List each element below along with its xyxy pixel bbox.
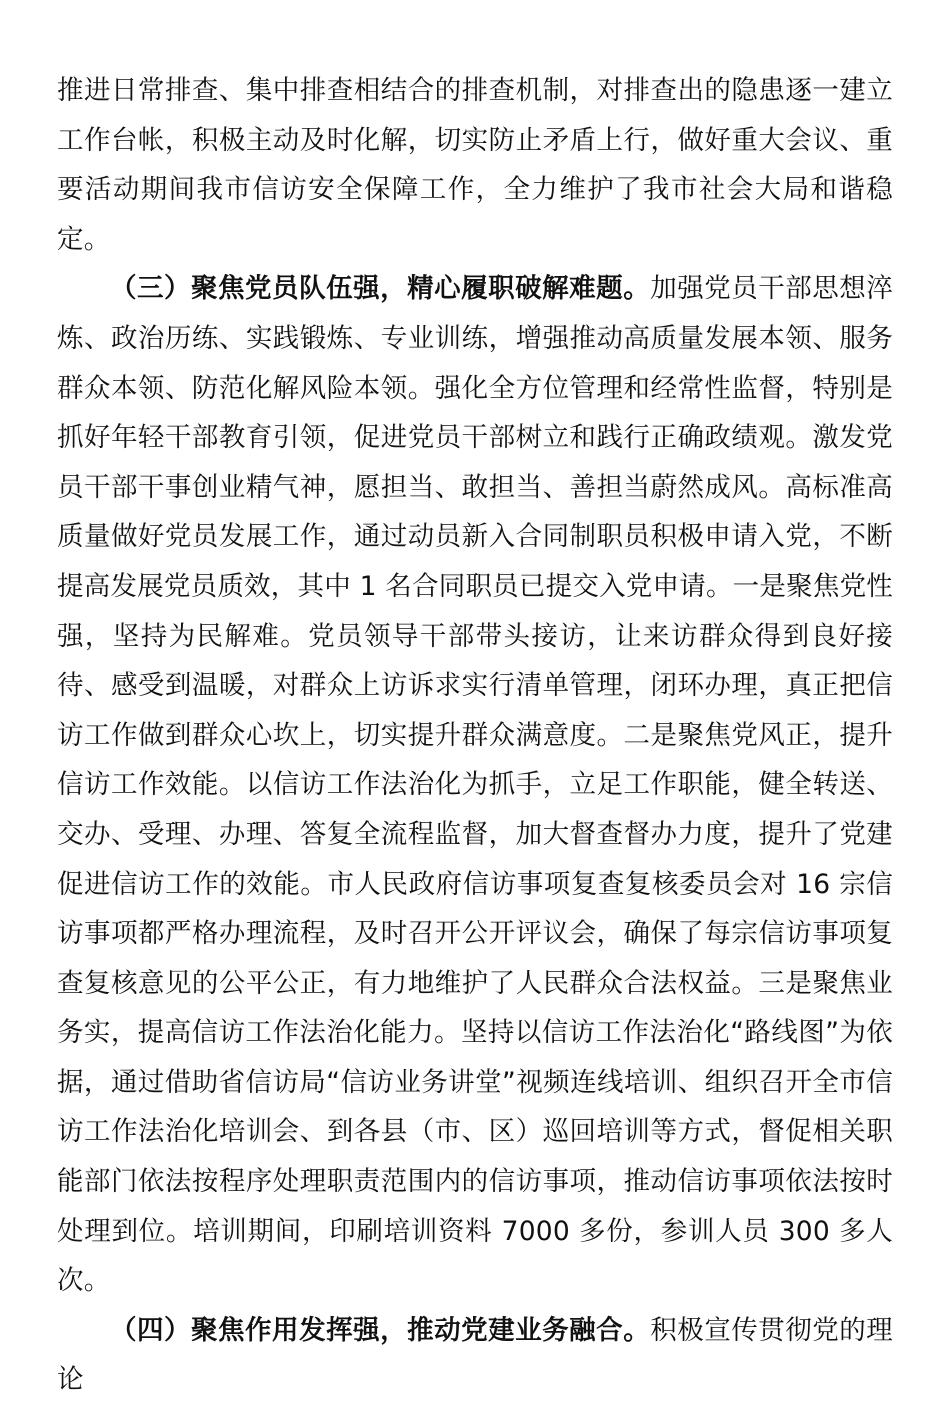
paragraph-text: 推进日常排查、集中排查相结合的排查机制，对排查出的隐患逐一建立工作台帐，积极主动及时化解，切实防止矛盾上行，做好重大会议、重要活动期间我市信访安全保障工作，全力维护了我市社会大局和谐稳定。 [57,75,893,255]
document-page [57,66,893,1405]
paragraph-section-3 [57,264,893,1305]
paragraph-text: 加强党员干部思想淬炼、政治历练、实践锻炼、专业训练，增强推动高质量发展本领、服务群众本领、防范化解风险本领。强化全方位管理和经常性监督，特别是抓好年轻干部教育引领，促进党员干部树立和践行正确政绩观。激发党员干部干事创业精气神，愿担当、敢担当、善担当蔚然成风。高标准高质量做好党员发展工作，通过动员新入合同制职员积极申请入党，不断提高发展党员质效，其中 1 名合同职员已提交入党申请。一是聚焦党性强，坚持为民解难。党员领导干部带头接访，让来访群众得到良好接待、感受到温暖，对群众上访诉求实行清单管理，闭环办理，真正把信访工作做到群众心坎上，切实提升群众满意度。二是聚焦党风正，提升信访工作效能。以信访工作法治化为抓手，立足工作职能，健全转送、交办、受理、办理、答复全流程监督，加大督查督办力度，提升了党建促进信访工作的效能。市人民政府信访事项复查复核委员会对 16 宗信访事项都严格办理流程，及时召开公开评议会，确保了每宗信访事项复查复核意见的公平公正，有力地维护了人民群众合法权益。三是聚焦业务实，提高信访工作法治化能力。坚持以信访工作法治化“路线图”为依据，通过借助省信访局“信访业务讲堂”视频连线培训、组织召开全市信访工作法治化培训会、到各县（市、区）巡回培训等方式，督促相关职能部门依法按程序处理职责范围内的信访事项，推动信访事项依法按时处理到位。培训期间，印刷培训资料 7000 多份，参训人员 300 多人次。 [57,273,894,1297]
section-4-heading: （四）聚焦作用发挥强，推动党建业务融合。 [110,1314,651,1346]
paragraph-section-4 [57,1306,893,1405]
section-3-heading: （三）聚焦党员队伍强，精心履职破解难题。 [110,273,651,305]
paragraph-continuation [57,66,893,264]
paragraph-text: 积极宣传贯彻党的理论 [57,1314,894,1396]
